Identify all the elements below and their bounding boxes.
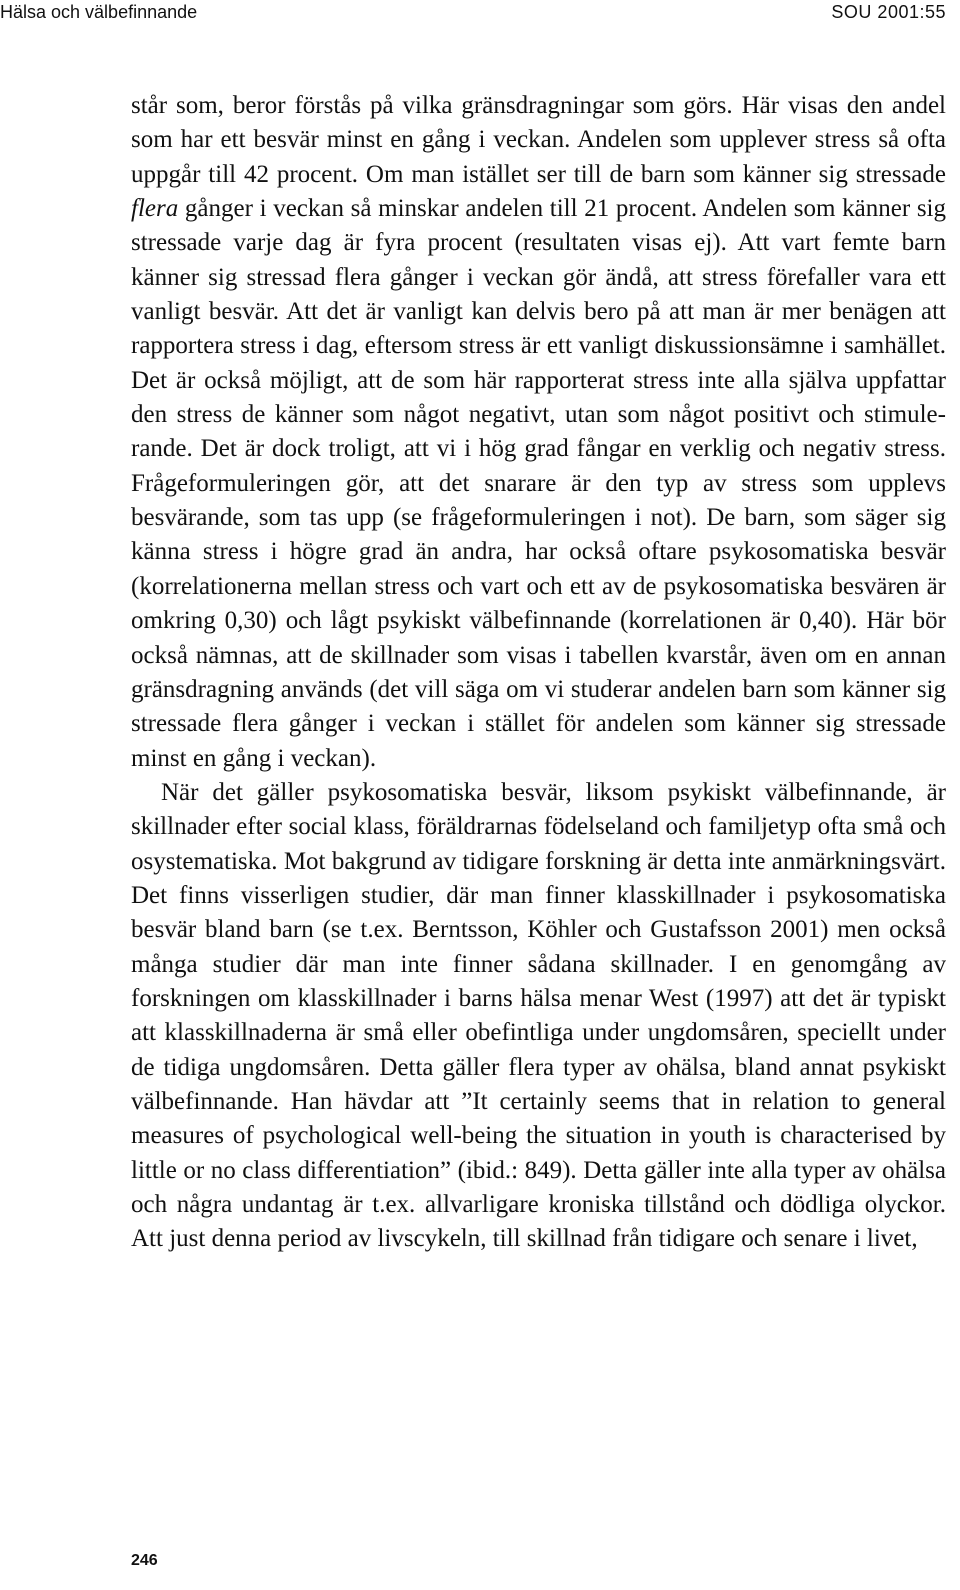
paragraph-2: När det gäller psykosomatiska besvär, liksom psykiskt välbefinnande, är skillnader efter social klass, föräldrarnas födelseland och familjetyp ofta små och osystematiska. Mot bakgrund av tidigare forskning är detta inte anmärkningsvärt. Det finns visserligen studier, där man finner klasskillnader i psykosomatiska besvär bland barn (se t.ex. Berntsson, Köhler och Gustafsson 2001) men också många studier där man inte finner sådana skillnader. I en genomgång av forskningen om klasskillnader i barns hälsa menar West (1997) att det är typiskt att klasskillnaderna är små eller obefintliga under ungdomsåren, speciellt under de tidiga ungdomsåren. Detta gäller flera typer av ohälsa, bland annat psykiskt välbefinnande. Han hävdar att ”It certainly seems that in relation to general measures of psychological well-being the situation in youth is characterised by little or no class differentiation” (ibid.: 849). Detta gäller inte alla typer av ohälsa och några undantag är t.ex. allvarligare kroniska tillstånd och dödliga olyckor. Att just denna period av livscykeln, till skillnad från tidigare och senare i livet, xyxy=(131,778,946,1253)
page-number: 246 xyxy=(131,1552,158,1569)
body-text xyxy=(131,89,946,1257)
running-title: Hälsa och välbefinnande xyxy=(0,2,198,22)
emphasis-flera: flera xyxy=(131,195,179,223)
paragraph-1-part-1: står som, beror förstås på vilka gränsdragningar som görs. Här visas den andel som har ett besvär minst en gång i veckan. Andelen som upplever stress så ofta uppgår till 42 procent. Om man istället ser till de barn som känner sig stressade xyxy=(131,92,946,188)
paragraph-1-part-2: gånger i veckan så minskar andelen till 21 procent. Andelen som känner sig stressade varje dag är fyra procent (resultaten visas ej). Att vart femte barn känner sig stressad flera gånger i veckan gör ändå, att stress förefaller vara ett vanligt besvär. Att det är vanligt kan delvis bero på att man är mer benägen att rapportera stress i dag, eftersom stress är ett vanligt diskussionsämne i samhället. Det är också möjligt, att de som här rapporterat stress inte alla själva uppfattar den stress de känner som något negativt, utan som något positivt och stimulerande. Det är dock troligt, att vi i hög grad fångar en verklig och negativ stress. Frågeformuleringen gör, att det snarare är den typ av stress som upplevs besvärande, som tas upp (se frågeformuleringen i not). De barn, som säger sig känna stress i högre grad än andra, har också oftare psykosomatiska besvär (korrelationerna mellan stress och vart och ett av de psykosomatiska besvären är omkring 0,30) och lågt psykiskt välbefinnande (korrelationen är 0,40). Här bör också nämnas, att de skillnader som visas i tabellen kvarstår, även om en annan gränsdragning används (det vill säga om vi studerar andelen barn som känner sig stressade flera gånger i veckan i stället för andelen som känner sig stressade minst en gång i veckan). xyxy=(131,195,946,772)
report-id: SOU 2001:55 xyxy=(831,2,946,22)
paragraph-1 xyxy=(131,89,946,776)
